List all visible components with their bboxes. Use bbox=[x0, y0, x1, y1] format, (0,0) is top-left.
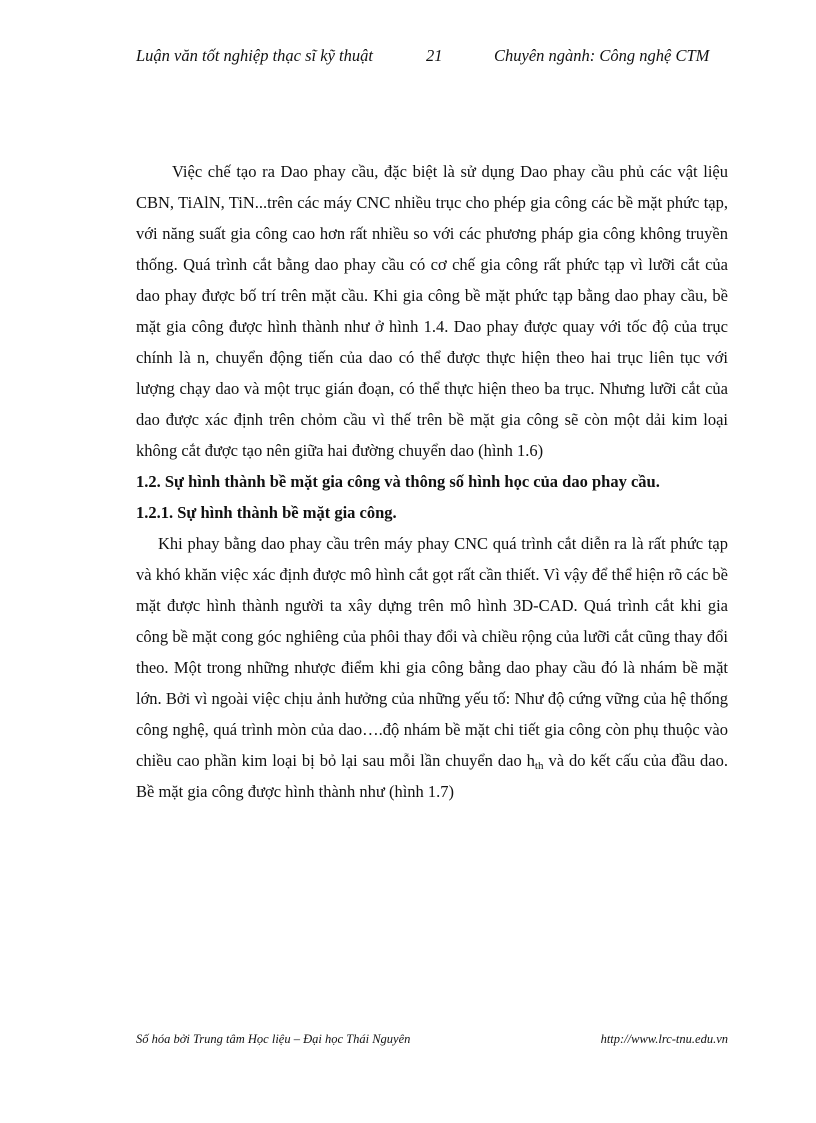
footer-digitized-by: Số hóa bởi Trung tâm Học liệu – Đại học Thái Nguyên bbox=[136, 1032, 411, 1046]
header-page-number: 21 bbox=[426, 46, 443, 65]
header-specialization: Chuyên ngành: Công nghệ CTM bbox=[494, 46, 710, 65]
paragraph-intro: Việc chế tạo ra Dao phay cầu, đặc biệt là sử dụng Dao phay cầu phủ các vật liệu CBN, TiAlN, TiN...trên các máy CNC nhiều trục cho phép gia công các bề mặt phức tạp, với năng suất gia công cao hơn rất nhiều so với các phương pháp gia công không truyền thống. Quá trình cắt bằng dao phay cầu có cơ chế gia công rất phức tạp vì lưỡi cắt của dao phay được bố trí trên mặt cầu. Khi gia công bề mặt phức tạp bằng dao phay cầu, bề mặt gia công được hình thành như ở hình 1.4. Dao phay được quay với tốc độ của trục chính là n, chuyển động tiến của dao có thể được thực hiện theo hai trục liên tục với lượng chạy dao và một trục gián đoạn, có thể thực hiện theo ba trục. Nhưng lưỡi cắt của dao được xác định trên chỏm cầu vì thế trên bề mặt gia công sẽ còn một dải kim loại không cắt được tạo nên giữa hai đường chuyển dao (hình 1.6) bbox=[136, 162, 728, 460]
subscript-th: th bbox=[534, 760, 544, 772]
paragraph-text-part2: và do kết cấu của đầu dao. Bề mặt gia công được hình thành như (hình 1.7) bbox=[136, 751, 728, 801]
header-thesis-title: Luận văn tốt nghiệp thạc sĩ kỹ thuật bbox=[136, 46, 373, 65]
paragraph-text-part1: Khi phay bằng dao phay cầu trên máy phay CNC quá trình cắt diễn ra là rất phức tạp và khó khăn việc xác định được mô hình cắt gọt rất cần thiết. Vì vậy để thể hiện rõ các bề mặt được hình thành người ta xây dựng trên mô hình 3D-CAD. Quá trình cắt khi gia công bề mặt cong góc nghiêng của phôi thay đổi và chiều rộng của lưỡi cắt cũng thay đổi theo. Một trong những nhược điểm khi gia công bằng dao phay cầu đó là nhám bề mặt lớn. Bởi vì ngoài việc chịu ảnh hưởng của những yếu tố: Như độ cứng vững của hệ thống công nghệ, quá trình mòn của dao….độ nhám bề mặt chi tiết gia công còn phụ thuộc vào chiều cao phần kim loại bị bỏ lại sau mỗi lần chuyển dao h bbox=[136, 534, 728, 770]
footer-url: http://www.lrc-tnu.edu.vn bbox=[600, 1032, 728, 1046]
section-heading: 1.2. Sự hình thành bề mặt gia công và thông số hình học của dao phay cầu. bbox=[136, 472, 660, 491]
page-body bbox=[136, 156, 728, 807]
paragraph-surface-formation bbox=[136, 528, 728, 807]
subsection-heading: 1.2.1. Sự hình thành bề mặt gia công. bbox=[136, 503, 397, 522]
